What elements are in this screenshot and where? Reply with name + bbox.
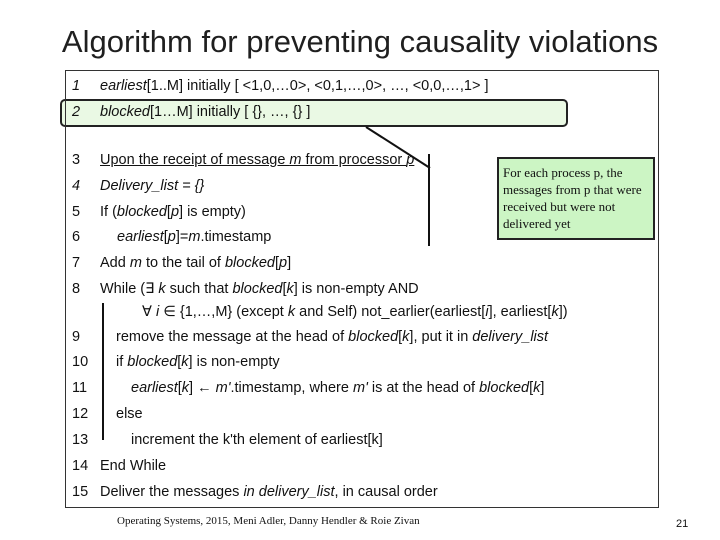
- code-line: [131, 431, 383, 449]
- code-segment: earliest: [100, 78, 147, 94]
- code-segment: ] is empty): [179, 204, 246, 220]
- code-segment: ]=: [175, 229, 189, 245]
- code-segment: , in causal order: [334, 484, 438, 500]
- code-segment: and Self) not_earlier(earliest[: [295, 304, 486, 320]
- code-segment: else: [116, 406, 143, 422]
- code-segment: [1…M] initially [ {}, …, {} ]: [149, 104, 311, 120]
- code-segment: increment the k'th element of earliest[k]: [131, 432, 383, 448]
- code-segment: ∀: [142, 304, 156, 320]
- code-segment: m': [215, 380, 231, 396]
- code-segment: m': [352, 380, 368, 396]
- code-segment: k: [181, 380, 190, 396]
- code-segment: blocked: [127, 354, 178, 370]
- code-segment: End While: [100, 458, 167, 474]
- code-segment: blocked: [224, 255, 275, 271]
- code-line: [116, 328, 548, 346]
- code-segment: ] is non-empty AND: [293, 281, 419, 297]
- code-segment: is at the head of: [367, 380, 480, 396]
- code-segment: k: [533, 380, 541, 396]
- line-number: 11: [72, 380, 88, 396]
- code-line: [100, 280, 419, 298]
- code-segment: if: [116, 354, 128, 370]
- code-segment: blocked: [479, 380, 530, 396]
- line-number: 10: [72, 354, 89, 370]
- code-segment: blocked: [348, 329, 399, 345]
- line-number: 15: [72, 484, 89, 500]
- callout-note: For each process p, the messages from p that were received but were not delivered yet: [497, 157, 655, 240]
- code-segment: ] ←: [189, 380, 216, 396]
- code-segment: blocked: [116, 204, 167, 220]
- code-line: [116, 353, 280, 371]
- line-number: 8: [72, 281, 81, 297]
- code-line: [100, 151, 414, 169]
- code-segment: to the tail of: [141, 255, 225, 271]
- code-segment: m: [188, 229, 201, 245]
- code-line: [142, 303, 568, 321]
- line-number: 7: [72, 255, 81, 271]
- code-segment: ∈ {1,…,M} (except: [159, 304, 288, 320]
- code-segment: k: [158, 281, 166, 297]
- code-segment: [: [274, 255, 279, 271]
- code-segment: Upon the receipt of message: [100, 152, 290, 168]
- code-segment: ]: [540, 380, 545, 396]
- code-segment: Add: [100, 255, 130, 271]
- code-segment: .timestamp, where: [230, 380, 353, 396]
- code-line: [100, 457, 166, 475]
- code-segment: m: [289, 152, 302, 168]
- code-segment: k: [402, 329, 410, 345]
- code-segment: m: [129, 255, 142, 271]
- code-segment: from processor: [301, 152, 407, 168]
- code-line: [100, 203, 246, 221]
- code-segment: [: [166, 204, 171, 220]
- line-number: 12: [72, 406, 89, 422]
- code-segment: p: [406, 152, 415, 168]
- code-segment: ], put it in: [409, 329, 473, 345]
- code-segment: p: [170, 204, 180, 220]
- code-segment: While (∃: [100, 281, 159, 297]
- code-line: [117, 228, 271, 246]
- code-segment: delivery_list: [472, 329, 549, 345]
- line-number: 6: [72, 229, 81, 245]
- line-number: 14: [72, 458, 89, 474]
- slide-title: Algorithm for preventing causality violations: [61, 24, 659, 59]
- line-number: 9: [72, 329, 81, 345]
- code-segment: [: [529, 380, 534, 396]
- code-segment: ]: [287, 255, 292, 271]
- code-segment: [: [177, 354, 182, 370]
- code-segment: Deliver the messages: [100, 484, 244, 500]
- line-number: 1: [72, 78, 81, 94]
- code-segment: such that: [165, 281, 233, 297]
- line-number: 5: [72, 204, 81, 220]
- code-line: [116, 405, 143, 423]
- code-segment: k: [551, 304, 559, 320]
- code-segment: p: [278, 255, 288, 271]
- code-segment: in delivery_list: [243, 484, 335, 500]
- code-segment: Delivery_list = {}: [100, 178, 205, 194]
- code-segment: earliest: [117, 229, 164, 245]
- code-segment: If (: [100, 204, 117, 220]
- code-segment: p: [167, 229, 176, 245]
- code-segment: blocked: [232, 281, 283, 297]
- code-segment: i: [485, 304, 489, 320]
- code-segment: ], earliest[: [488, 304, 552, 320]
- line-number: 2: [72, 104, 81, 120]
- code-line: [100, 254, 291, 272]
- line-number: 13: [72, 432, 89, 448]
- code-segment: ]): [558, 304, 568, 320]
- code-segment: [: [163, 229, 168, 245]
- code-segment: ] is non-empty: [188, 354, 280, 370]
- code-segment: k: [181, 354, 189, 370]
- code-segment: .timestamp: [200, 229, 272, 245]
- code-segment: i: [155, 304, 160, 320]
- code-line: [100, 483, 438, 501]
- code-line: [100, 77, 488, 95]
- code-segment: [: [177, 380, 182, 396]
- code-segment: remove the message at the head of: [116, 329, 349, 345]
- code-segment: [: [398, 329, 403, 345]
- code-segment: k: [287, 304, 296, 320]
- line-number: 4: [72, 178, 81, 194]
- line-number: 3: [72, 152, 81, 168]
- code-line: [131, 379, 544, 397]
- code-segment: earliest: [131, 380, 178, 396]
- code-segment: blocked: [100, 104, 150, 120]
- code-segment: [1..M] initially [ <1,0,…0>, <0,1,…,0>, …, <0,0,…,1> ]: [146, 78, 489, 94]
- code-line: [100, 103, 310, 121]
- footer: Operating Systems, 2015, Meni Adler, Danny Hendler & Roie Zivan: [117, 515, 420, 527]
- code-line: [100, 177, 204, 195]
- code-segment: k: [286, 281, 294, 297]
- page-number: 21: [676, 518, 689, 530]
- code-segment: [: [282, 281, 287, 297]
